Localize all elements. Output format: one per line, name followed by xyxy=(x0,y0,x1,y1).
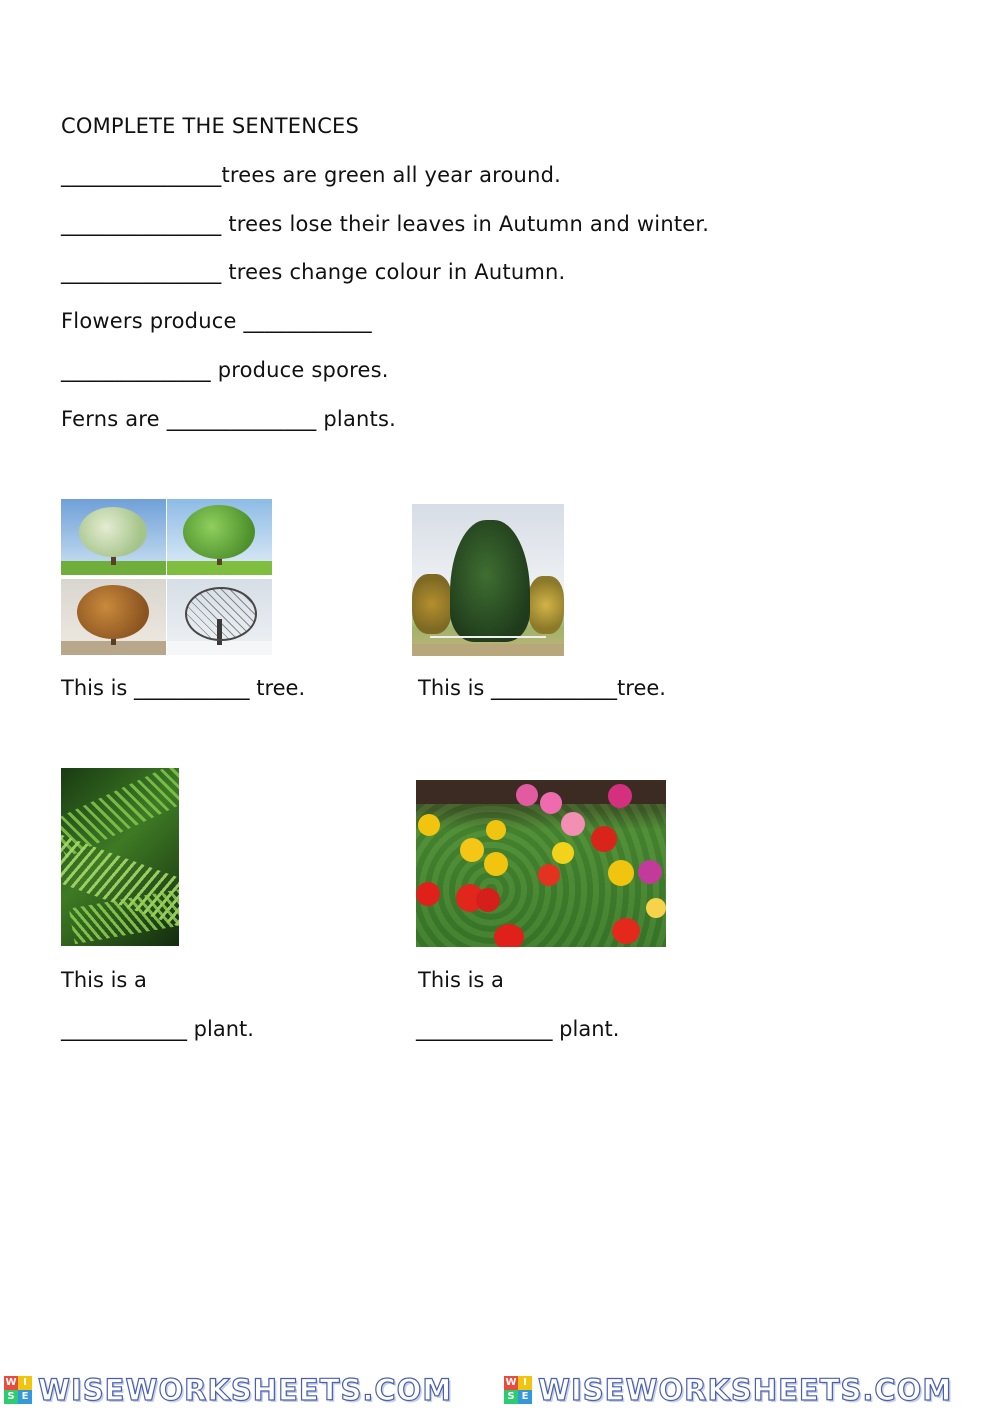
worksheet-heading: COMPLETE THE SENTENCES xyxy=(61,114,360,138)
flowers-caption-line1: This is a xyxy=(418,968,504,992)
sentence-2-text: trees lose their leaves in Autumn and winter. xyxy=(221,212,710,236)
sentence-2 xyxy=(61,210,709,238)
sentence-6-text-end: plants. xyxy=(316,407,396,431)
brand-text: WISEWORKSHEETS.COM xyxy=(38,1373,453,1407)
brand-icon: W I S E xyxy=(4,1376,32,1404)
sentence-3-blank[interactable]: _______________ xyxy=(61,260,222,284)
sentence-5 xyxy=(61,356,389,384)
sentence-2-blank[interactable]: _______________ xyxy=(61,212,222,236)
sentence-1-text: trees are green all year around. xyxy=(221,163,561,187)
flowers-caption-line2: _____________ plant. xyxy=(416,1017,620,1041)
sentence-4-blank[interactable]: ____________ xyxy=(243,309,372,333)
brand-icon: W I S E xyxy=(504,1376,532,1404)
tree-four-seasons-image xyxy=(61,499,272,655)
evergreen-tree-image xyxy=(412,504,564,656)
sentence-6-text: Ferns are xyxy=(61,407,167,431)
sentence-3 xyxy=(61,258,565,286)
sentence-4-text: Flowers produce xyxy=(61,309,244,333)
sentence-3-text: trees change colour in Autumn. xyxy=(221,260,566,284)
evergreen-tree-caption: This is ____________tree. xyxy=(418,676,666,700)
sentence-4 xyxy=(61,307,372,335)
brand-text: WISEWORKSHEETS.COM xyxy=(538,1373,953,1407)
footer-branding xyxy=(0,1372,1000,1408)
fern-caption-line1: This is a xyxy=(61,968,147,992)
sentence-6 xyxy=(61,405,396,433)
zinnia-flowers-image xyxy=(416,780,666,947)
fern-image xyxy=(61,768,179,946)
brand-logo-repeat xyxy=(500,1373,1000,1407)
sentence-5-text: produce spores. xyxy=(210,358,389,382)
sentence-1 xyxy=(61,161,561,189)
fern-caption-line2: ____________ plant. xyxy=(61,1017,254,1041)
sentence-5-blank[interactable]: ______________ xyxy=(61,358,211,382)
sentence-1-blank[interactable]: _______________ xyxy=(61,163,222,187)
sentence-6-blank[interactable]: ______________ xyxy=(166,407,317,431)
seasons-tree-caption: This is ___________ tree. xyxy=(61,676,306,700)
brand-logo xyxy=(0,1373,500,1407)
